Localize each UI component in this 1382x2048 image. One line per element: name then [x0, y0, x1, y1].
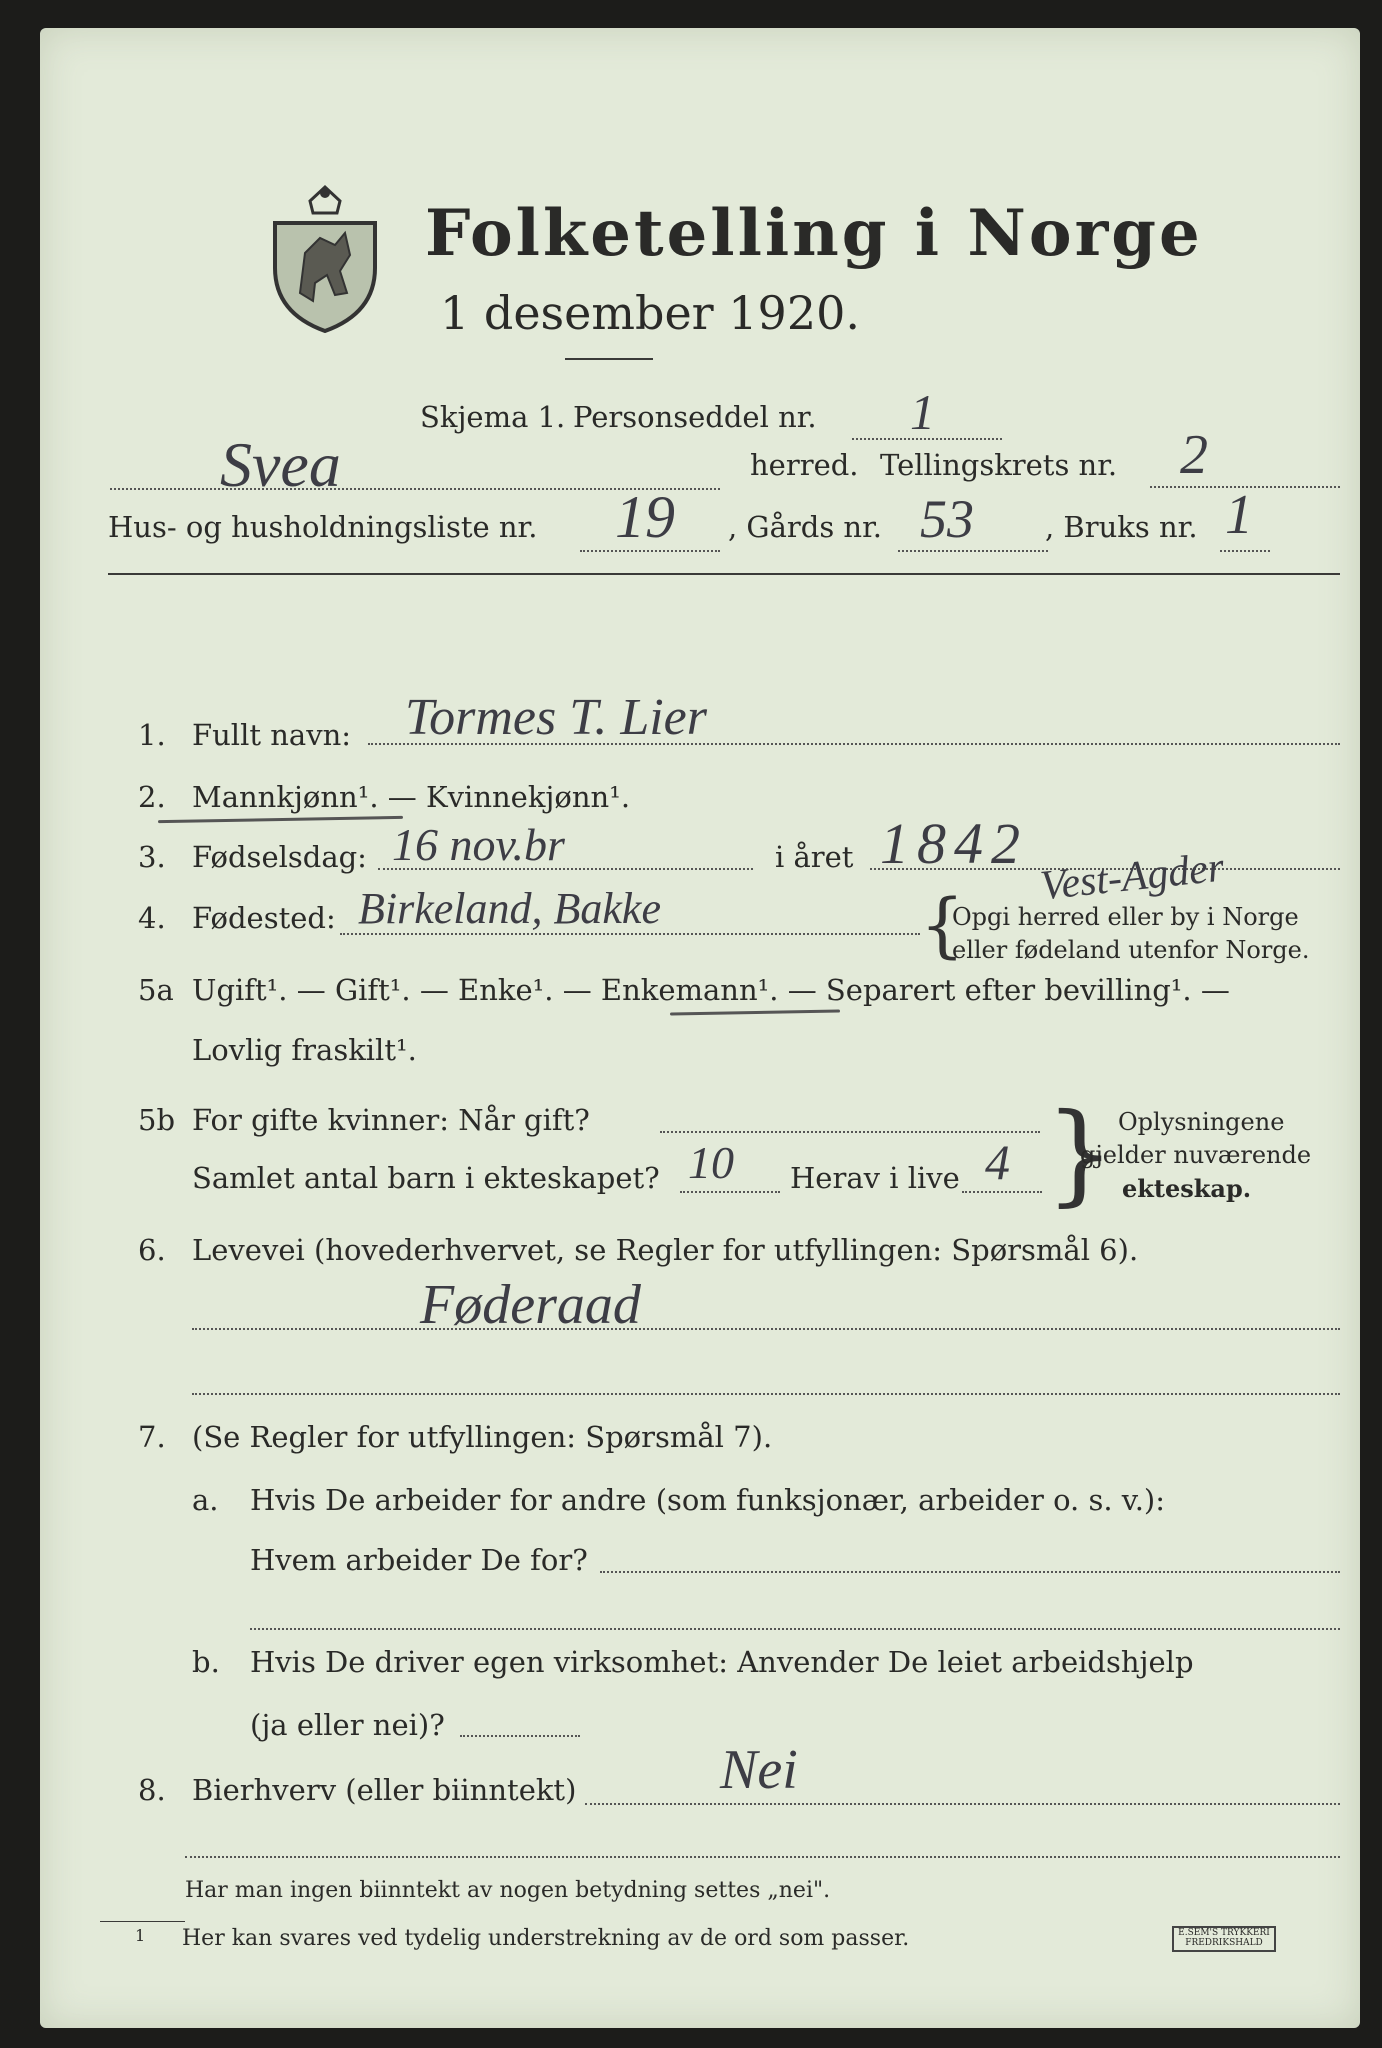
q3-birthdate-value[interactable]: 16 nov.br: [392, 819, 565, 870]
q4-county-value[interactable]: Vest-Agder: [1038, 844, 1227, 910]
q2-number: 2.: [138, 780, 166, 814]
tellingskrets-label: Tellingskrets nr.: [880, 448, 1118, 482]
q8-number: 8.: [138, 1773, 166, 1807]
q7b-line: [460, 1735, 580, 1737]
husliste-label: Hus- og husholdningsliste nr.: [108, 510, 538, 544]
q4-birthplace-value[interactable]: Birkeland, Bakke: [358, 884, 661, 933]
q7b-label: b.: [192, 1645, 220, 1679]
skjema-label: Skjema 1.: [420, 400, 566, 434]
q5a-number: 5a: [138, 973, 174, 1007]
q6-number: 6.: [138, 1233, 166, 1267]
q7a-employer-line2: [250, 1628, 1340, 1630]
q5a-marital-options-cont: Lovlig fraskilt¹.: [192, 1033, 417, 1067]
q4-note-line1: Opgi herred eller by i Norge: [952, 903, 1299, 931]
q2-mannkjonn-underline: [158, 816, 403, 823]
q4-note-line2: eller fødeland utenfor Norge.: [952, 936, 1310, 964]
q1-number: 1.: [138, 718, 166, 752]
census-form-sheet: [40, 28, 1360, 2028]
biinntekt-note: Har man ingen biinntekt av nogen betydning settes „nei".: [185, 1878, 831, 1903]
coat-of-arms-icon: [265, 183, 385, 333]
q4-number: 4.: [138, 901, 166, 935]
q6-occupation-value[interactable]: Føderaad: [420, 1274, 641, 1336]
q5b-alive-label: Herav i live: [790, 1161, 960, 1195]
personseddel-label: Personseddel nr.: [573, 400, 817, 434]
q7b-yes-no-label: (ja eller nei)?: [250, 1708, 445, 1742]
q5a-enkemann-underline: [670, 1010, 840, 1016]
q8-line2: [185, 1856, 1340, 1858]
q5b-note-line2: gjelder nuværende: [1080, 1141, 1312, 1169]
q7a-question: Hvis De arbeider for andre (som funksjonær, arbeider o. s. v.):: [250, 1483, 1166, 1517]
q2-sex-options: Mannkjønn¹. — Kvinnekjønn¹.: [192, 780, 631, 814]
form-title: Folketelling i Norge: [425, 196, 1203, 271]
q4-brace: {: [920, 884, 965, 966]
gards-value[interactable]: 53: [920, 489, 974, 549]
q5b-children-label: Samlet antal barn i ekteskapet?: [192, 1161, 660, 1195]
q5b-note-line3: ekteskap.: [1122, 1174, 1252, 1203]
footnote-divider: [100, 1921, 185, 1922]
q6-line2: [192, 1393, 1340, 1395]
q7b-question: Hvis De driver egen virksomhet: Anvender De leiet arbeidshjelp: [250, 1645, 1194, 1679]
q1-full-name-value[interactable]: Tormes T. Lier: [405, 689, 707, 746]
q7a-label: a.: [192, 1483, 219, 1517]
q7a-employer-label: Hvem arbeider De for?: [250, 1543, 588, 1577]
personseddel-value[interactable]: 1: [910, 384, 935, 440]
q8-value[interactable]: Nei: [720, 1739, 798, 1801]
q5b-children-line: [680, 1191, 780, 1193]
q3-number: 3.: [138, 840, 166, 874]
gards-label: , Gårds nr.: [728, 510, 882, 544]
q4-label: Fødested:: [192, 901, 336, 935]
q5b-married-when-label: For gifte kvinner: Når gift?: [192, 1103, 590, 1137]
q8-label: Bierhverv (eller biinntekt): [192, 1773, 577, 1807]
q8-line: [585, 1803, 1340, 1805]
q1-label: Fullt navn:: [192, 718, 352, 752]
bruks-label: , Bruks nr.: [1045, 510, 1198, 544]
bruks-line: [1220, 550, 1270, 552]
q7a-employer-line: [600, 1571, 1340, 1573]
q5a-marital-options: Ugift¹. — Gift¹. — Enke¹. — Enkemann¹. — Separert efter bevilling¹. —: [192, 973, 1230, 1007]
q5b-note-line1: Oplysningene: [1118, 1108, 1285, 1136]
q5b-brace: }: [1045, 1089, 1115, 1217]
printer-stamp: E.SEM'S TRYKKERI FREDRIKSHALD: [1172, 1926, 1276, 1952]
q3-year-label: i året: [775, 840, 854, 874]
q5b-number: 5b: [138, 1103, 176, 1137]
q7-number: 7.: [138, 1420, 166, 1454]
q5b-children-value[interactable]: 10: [688, 1137, 734, 1188]
herred-value[interactable]: Svea: [220, 429, 341, 500]
q3-label: Fødselsdag:: [192, 840, 367, 874]
footnote-text: Her kan svares ved tydelig understrekning av de ord som passer.: [182, 1926, 910, 1951]
census-date: 1 desember 1920.: [440, 286, 860, 340]
q5b-alive-line: [962, 1191, 1042, 1193]
title-divider: [565, 358, 653, 360]
bruks-value[interactable]: 1: [1225, 484, 1253, 546]
q6-line1: [192, 1328, 1340, 1330]
q6-occupation-label: Levevei (hovederhvervet, se Regler for utfyllingen: Spørsmål 6).: [192, 1233, 1139, 1267]
footnote-mark: 1: [135, 1926, 146, 1945]
q5b-alive-value[interactable]: 4: [985, 1134, 1010, 1190]
q7-heading: (Se Regler for utfyllingen: Spørsmål 7).: [192, 1420, 773, 1454]
tellingskrets-value[interactable]: 2: [1180, 424, 1208, 486]
q5b-married-when-line: [660, 1131, 1040, 1133]
q3-year-value[interactable]: 1842: [880, 811, 1028, 876]
husliste-value[interactable]: 19: [615, 484, 675, 550]
herred-label: herred.: [750, 448, 859, 482]
header-divider: [108, 573, 1340, 575]
gards-line: [898, 550, 1048, 552]
